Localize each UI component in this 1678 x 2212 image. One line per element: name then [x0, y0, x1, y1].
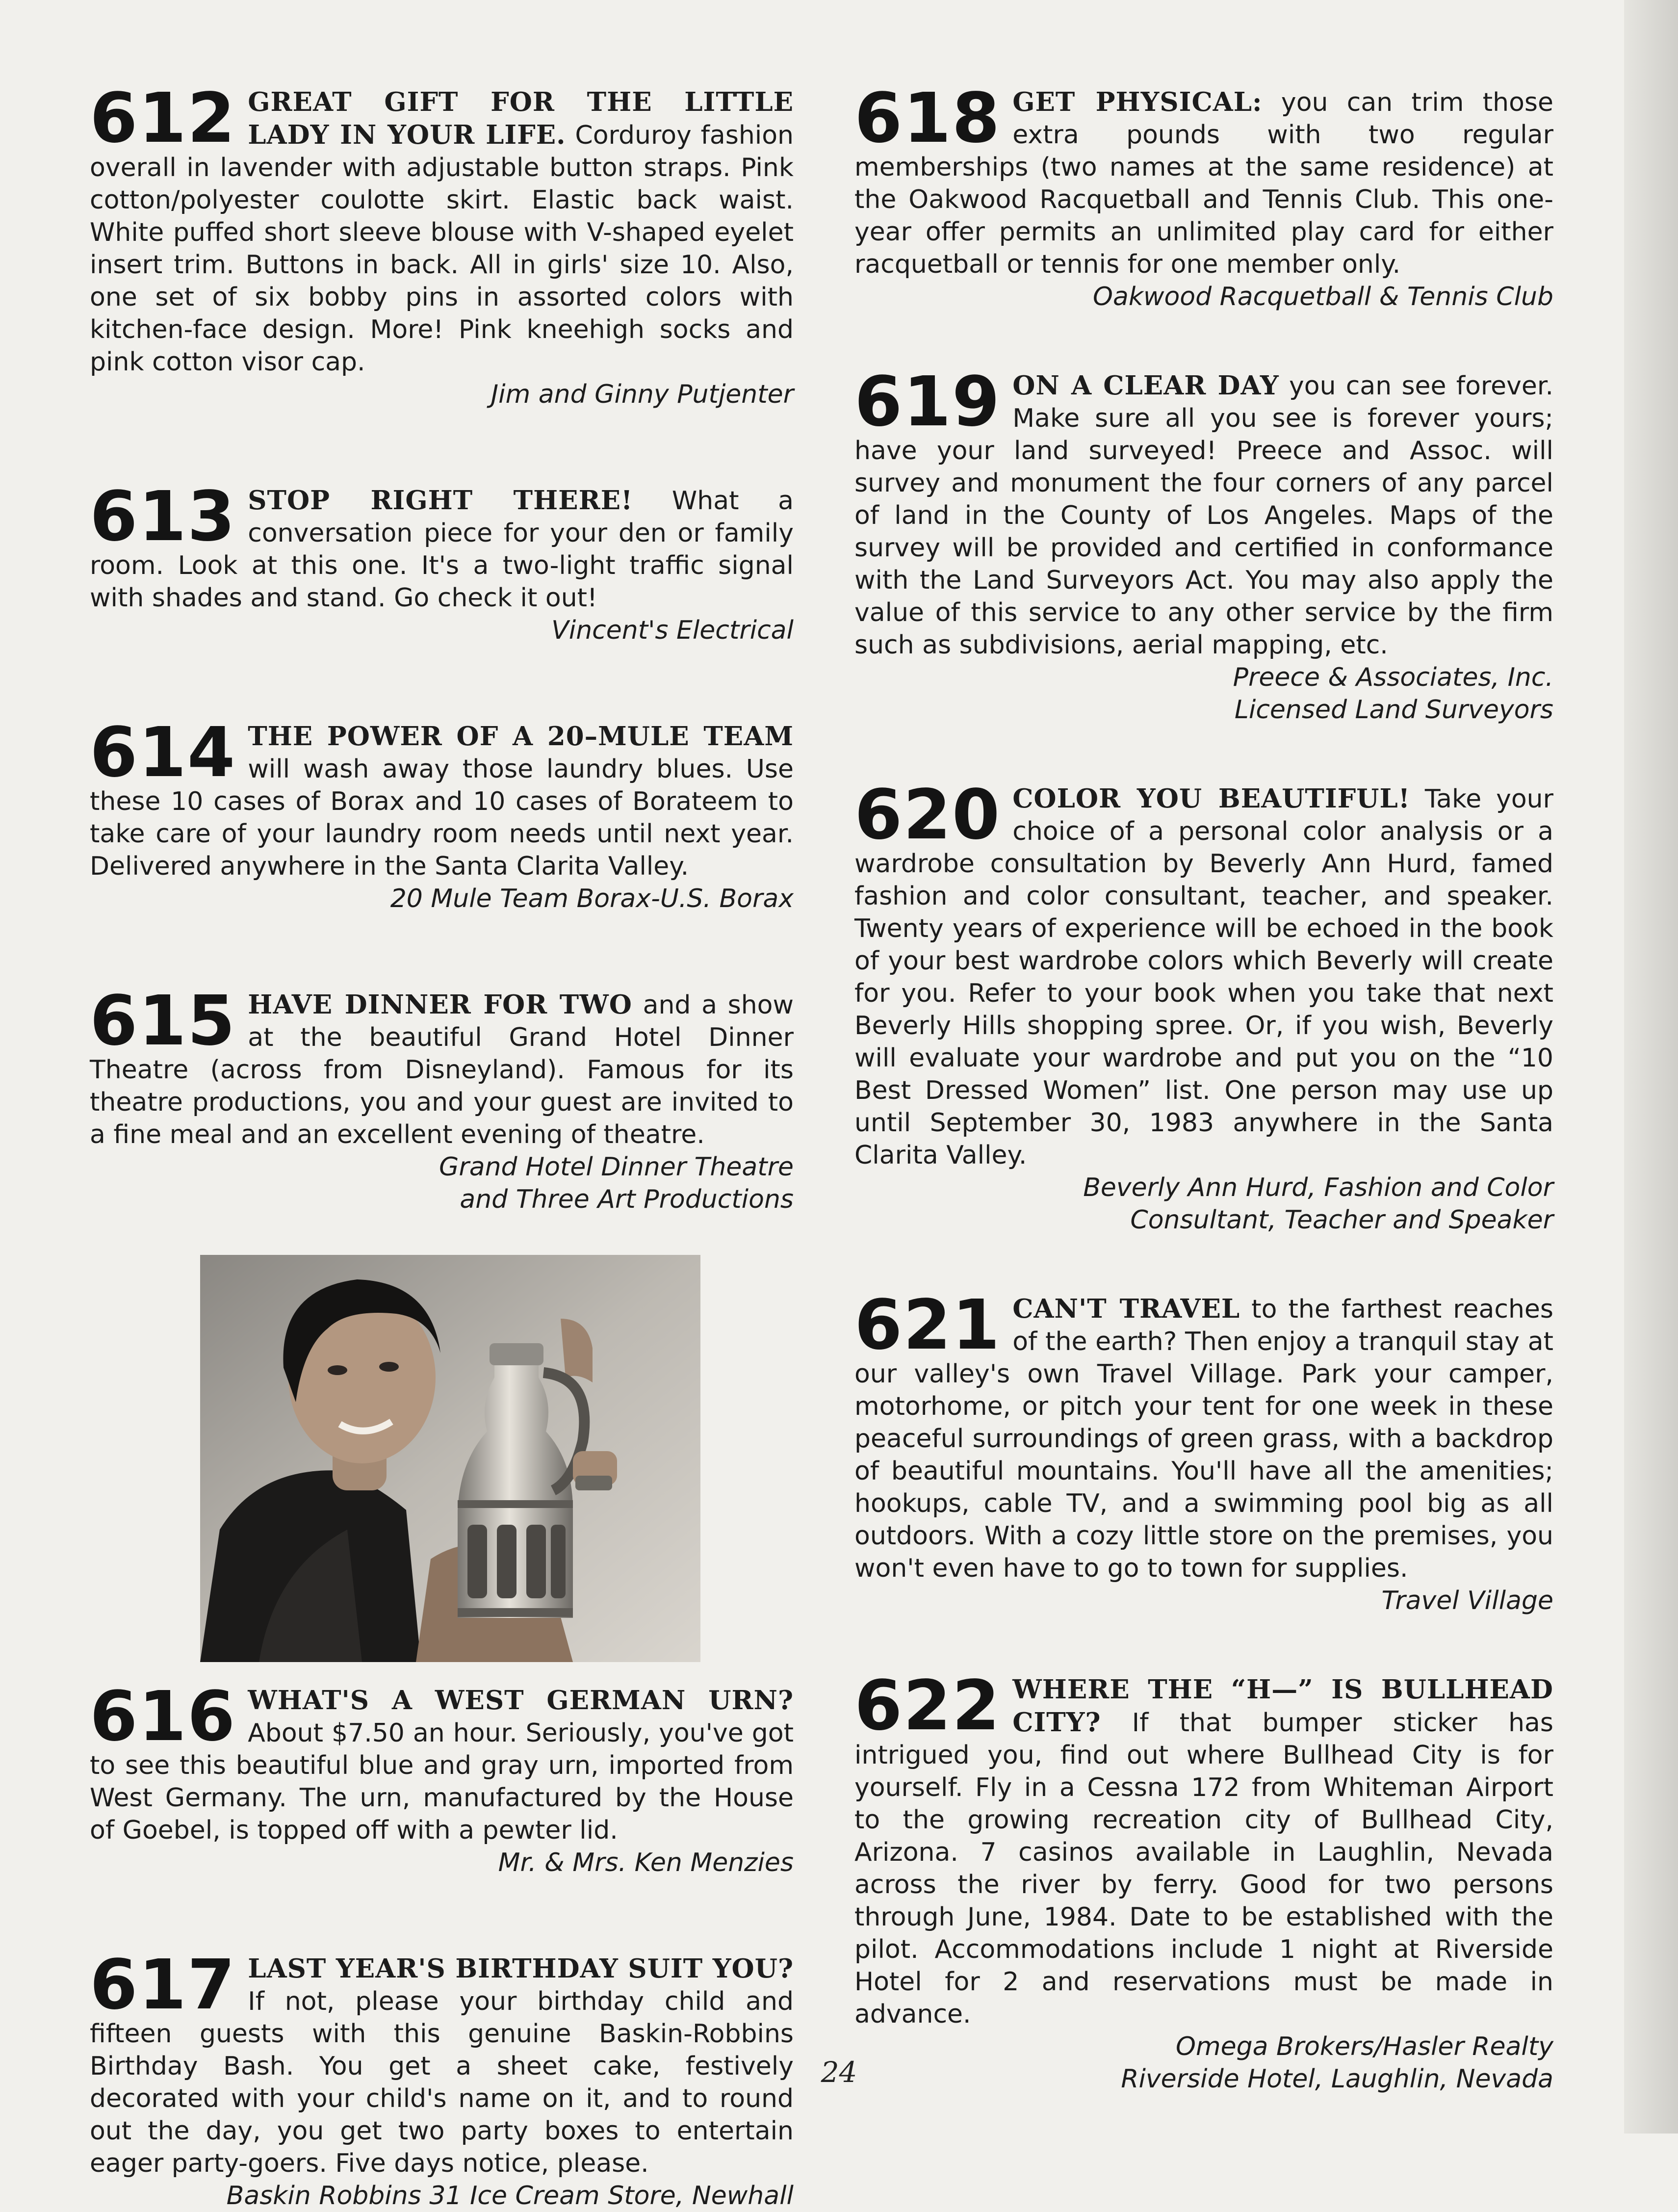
item-number: 617 [90, 1945, 236, 2025]
item-donor: 20 Mule Team Borax-U.S. Borax [390, 884, 794, 913]
item-donor: Preece & Associates, Inc. Licensed Land Surveyors [1233, 663, 1553, 725]
item-number: 616 [90, 1677, 236, 1757]
item-donor: Jim and Ginny Putjenter [490, 380, 794, 409]
listing-621 [854, 1285, 1553, 1617]
listing-618 [854, 78, 1553, 313]
item-body: and a show at the beautiful Grand Hotel Dinner Theatre (across from Disneyland). Famous for its theatre productions, you and your guest are invited to a fine meal and an excellent evening of theatre. [90, 990, 794, 1149]
item-headline: WHERE THE “H—” IS BULLHEAD CITY? [1012, 1674, 1553, 1738]
item-body: you can see forever. Make sure all you see is forever yours; have your land surveyed! Preece and Assoc. will survey and monument the four corners of any parcel of land in the County of Los Angeles. Maps of the survey will be provided and certified in conformance with the Land Surveyors Act. You may also apply the value of this service to any other service by the firm such as subdivisions, aerial mapping, etc. [854, 371, 1554, 660]
item-headline: GREAT GIFT FOR THE LITTLE LADY IN YOUR LIFE. [248, 87, 794, 150]
item-number: 614 [90, 713, 236, 793]
listing-613 [90, 477, 794, 647]
item-body: If not, please your birthday child and fifteen guests with this genuine Baskin-Robbins Birthday Bash. You get a sheet cake, festively decorated with your child's name on it, and to round out the day, you get two party boxes to entertain eager party-goers. Five days notice, please. [90, 1987, 794, 2178]
listing-622 [854, 1666, 1554, 2095]
item-donor: Oakwood Racquetball & Tennis Club [1093, 282, 1553, 312]
item-donor: Travel Village [1381, 1586, 1553, 1615]
item-headline: ON A CLEAR DAY [1012, 370, 1279, 401]
item-donor: Omega Brokers/Hasler Realty Riverside Hotel, Laughlin, Nevada [1121, 2032, 1553, 2094]
item-headline: THE POWER OF A 20–MULE TEAM [248, 721, 794, 752]
item-body: If that bumper sticker has intrigued you, find out where Bullhead City is for yourself. Fly in a Cessna 172 from Whiteman Airport to the growing recreation city of Bullhead City, Arizona. 7 casinos available in Laughlin, Nevada across the river by ferry. Good for two persons through June, 1984. Date to be established with the pilot. Accommodations include 1 night at Riverside Hotel for 2 and reservations must be made in advance. [854, 1708, 1554, 2029]
photo-man-with-urn [200, 1255, 700, 1662]
item-body: Corduroy fashion overall in lavender with adjustable button straps. Pink cotton/polyester coulotte skirt. Elastic back waist. White puffed short sleeve blouse with V-shaped eyelet insert trim. Buttons in back. All in girls' size 10. Also, one set of six bobby pins in assorted colors with kitchen-face design. More! Pink kneehigh socks and pink cotton visor cap. [90, 121, 794, 377]
page-edge-shadow [1624, 0, 1678, 2134]
listing-612 [90, 78, 794, 411]
listing-615 [90, 981, 794, 1216]
item-body: What a conversation piece for your den or family room. Look at this one. It's a two-light traffic signal with shades and stand. Go check it out! [90, 486, 794, 613]
item-headline: STOP RIGHT THERE! [248, 485, 633, 516]
item-number: 612 [90, 78, 236, 158]
listing-619 [854, 362, 1554, 726]
item-headline: GET PHYSICAL: [1012, 87, 1263, 117]
item-number: 618 [854, 78, 1001, 158]
listing-620 [854, 775, 1553, 1236]
item-headline: LAST YEAR'S BIRTHDAY SUIT YOU? [248, 1953, 794, 1984]
item-donor: Baskin Robbins 31 Ice Cream Store, Newhall [226, 2181, 794, 2211]
item-headline: HAVE DINNER FOR TWO [248, 989, 632, 1020]
item-body: you can trim those extra pounds with two regular memberships (two names at the same residence) at the Oakwood Racquetball and Tennis Club. This one-year offer permits an unlimited play card for either racquetball or tennis for one member only. [854, 88, 1553, 279]
item-headline: CAN'T TRAVEL [1012, 1294, 1240, 1324]
item-headline: WHAT'S A WEST GERMAN URN? [248, 1685, 794, 1716]
item-number: 615 [90, 981, 236, 1061]
listing-616 [90, 1677, 794, 1879]
item-number: 621 [854, 1285, 1001, 1365]
item-headline: COLOR YOU BEAUTIFUL! [1012, 783, 1411, 814]
urn-photo-illustration [200, 1255, 700, 1662]
item-donor: Beverly Ann Hurd, Fashion and Color Consultant, Teacher and Speaker [1083, 1173, 1553, 1235]
item-donor: Grand Hotel Dinner Theatre and Three Art Productions [439, 1152, 794, 1214]
right-column [854, 78, 1554, 2095]
item-body: Take your choice of a personal color analysis or a wardrobe consultation by Beverly Ann Hurd, famed fashion and color consultant, teacher, and speaker. Twenty years of experience will be echoed in the book of your best wardrobe colors which Beverly will create for you. Refer to your book when you take that next Beverly Hills shopping spree. Or, if you wish, Beverly will evaluate your wardrobe and put you on the “10 Best Dressed Women” list. One person may use up until September 30, 1983 anywhere in the Santa Clarita Valley. [854, 784, 1553, 1170]
listing-614 [90, 713, 794, 915]
item-body: will wash away those laundry blues. Use these 10 cases of Borax and 10 cases of Borateem to take care of your laundry room needs until next year. Delivered anywhere in the Santa Clarita Valley. [90, 755, 794, 881]
item-body: to the farthest reaches of the earth? Then enjoy a tranquil stay at our valley's own Travel Village. Park your camper, motorhome, or pitch your tent for one week in these peaceful surroundings of green grass, with a backdrop of beautiful mountains. You'll have all the amenities; hookups, cable TV, and a swimming pool big as all outdoors. With a cozy little store on the premises, you won't even have to go to town for supplies. [854, 1295, 1553, 1583]
item-number: 620 [854, 775, 1001, 855]
item-donor: Mr. & Mrs. Ken Menzies [498, 1848, 794, 1877]
item-body: About $7.50 an hour. Seriously, you've got to see this beautiful blue and gray urn, imported from West Germany. The urn, manufactured by the House of Goebel, is topped off with a pewter lid. [90, 1718, 794, 1845]
item-donor: Vincent's Electrical [551, 616, 794, 645]
item-number: 619 [854, 362, 1001, 442]
item-number: 613 [90, 477, 236, 557]
item-number: 622 [854, 1666, 1001, 1746]
page-number: 24 [821, 2056, 857, 2089]
left-column [90, 78, 794, 2212]
